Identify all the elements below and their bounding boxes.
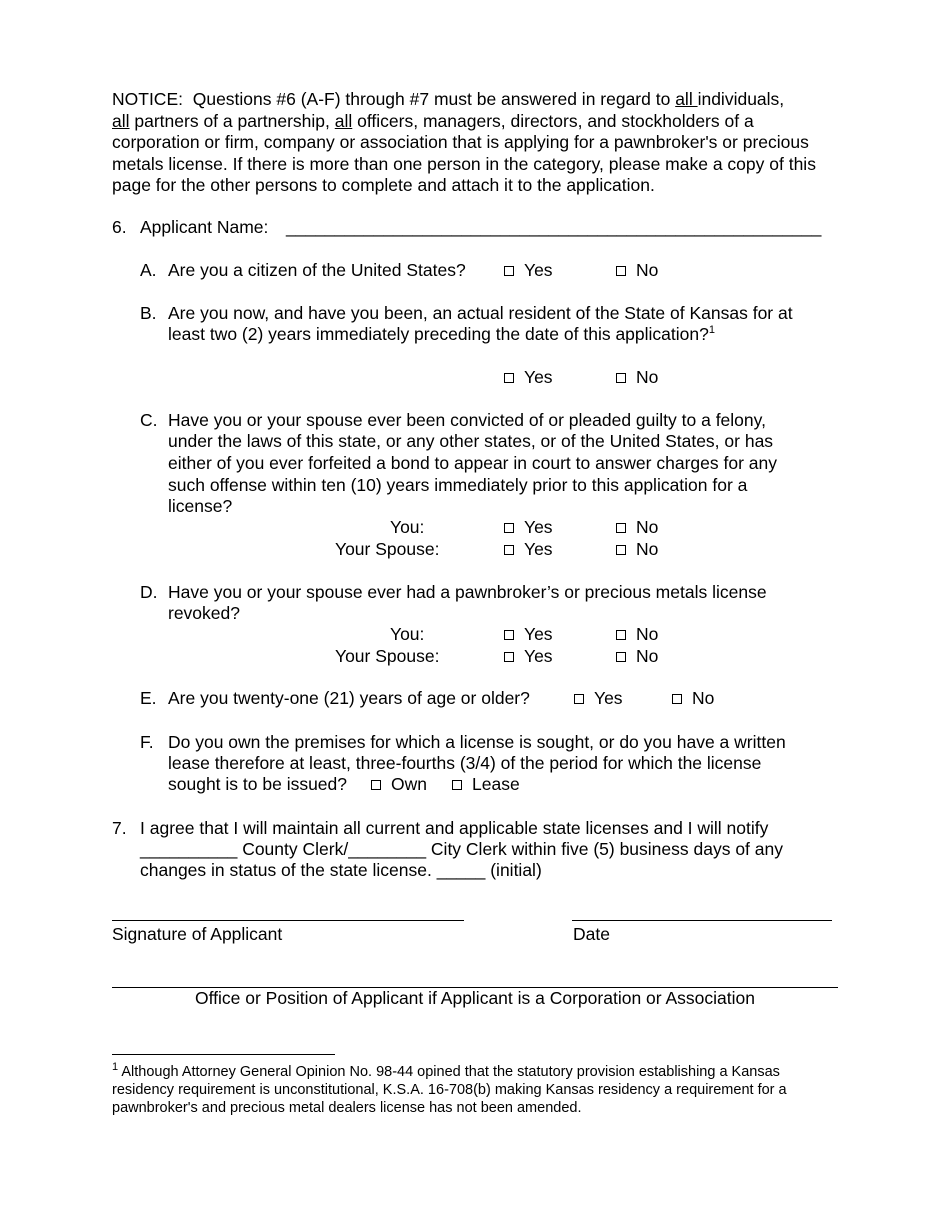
notice-text: officers, managers, directors, and stockholders of a bbox=[352, 110, 754, 131]
applicant-name-field[interactable]: _______________________________________________________ bbox=[286, 217, 822, 237]
checkbox-icon[interactable] bbox=[616, 373, 626, 383]
question-c-you-no-option[interactable] bbox=[616, 517, 658, 538]
checkbox-icon[interactable] bbox=[616, 266, 626, 276]
question-c-you-label: You: bbox=[390, 517, 425, 537]
checkbox-icon[interactable] bbox=[452, 780, 462, 790]
question-f-letter: F. bbox=[140, 732, 154, 752]
question-f-text-line2: lease therefore at least, three-fourths (3/4) of the period for which the license bbox=[168, 753, 762, 773]
question-d-spouse-no-option[interactable] bbox=[616, 646, 658, 667]
question-a-letter: A. bbox=[140, 260, 157, 280]
option-label: No bbox=[636, 539, 659, 559]
question-d-text-line2: revoked? bbox=[168, 603, 240, 623]
footnote-marker: 1 bbox=[112, 1061, 119, 1074]
checkbox-icon[interactable] bbox=[504, 545, 514, 555]
question-c-you-yes-option[interactable] bbox=[504, 517, 553, 538]
option-label: No bbox=[636, 260, 659, 280]
option-label: Yes bbox=[524, 539, 553, 559]
question-7-text-line3[interactable]: changes in status of the state license. _____ (initial) bbox=[140, 860, 542, 880]
question-c-text-line: such offense within ten (10) years immediately prior to this application for a bbox=[168, 475, 748, 495]
office-position-label: Office or Position of Applicant if Applicant is a Corporation or Association bbox=[195, 988, 755, 1008]
question-d-spouse-label: Your Spouse: bbox=[335, 646, 440, 666]
question-6-number: 6. bbox=[112, 217, 127, 237]
question-d-text-line1: Have you or your spouse ever had a pawnbroker’s or precious metals license bbox=[168, 582, 767, 602]
option-label: Yes bbox=[524, 624, 553, 644]
question-b-text-line2 bbox=[168, 324, 715, 345]
question-c-text-line: either of you ever forfeited a bond to appear in court to answer charges for any bbox=[168, 453, 777, 473]
question-7-text-line1: I agree that I will maintain all current and applicable state licenses and I will notify bbox=[140, 818, 769, 838]
notice-emphasis: all bbox=[112, 110, 130, 131]
applicant-name-label: Applicant Name: bbox=[140, 217, 269, 237]
question-e-letter: E. bbox=[140, 688, 157, 708]
checkbox-icon[interactable] bbox=[504, 652, 514, 662]
checkbox-icon[interactable] bbox=[504, 373, 514, 383]
option-label: No bbox=[636, 367, 659, 387]
signature-line[interactable] bbox=[112, 920, 464, 921]
question-b-letter: B. bbox=[140, 303, 157, 323]
option-label: Yes bbox=[524, 260, 553, 280]
question-c-spouse-yes-option[interactable] bbox=[504, 539, 553, 560]
question-d-letter: D. bbox=[140, 582, 158, 602]
question-d-spouse-yes-option[interactable] bbox=[504, 646, 553, 667]
checkbox-icon[interactable] bbox=[616, 545, 626, 555]
notice-emphasis: all bbox=[675, 89, 698, 109]
checkbox-icon[interactable] bbox=[504, 630, 514, 640]
question-e-no-option[interactable] bbox=[672, 688, 714, 709]
question-b-text: least two (2) years immediately preceding the date of this application? bbox=[168, 324, 709, 344]
question-b-text-line1: Are you now, and have you been, an actual resident of the State of Kansas for at bbox=[168, 303, 793, 323]
question-e-text: Are you twenty-one (21) years of age or older? bbox=[168, 688, 530, 708]
question-a-no-option[interactable] bbox=[616, 260, 658, 281]
notice-text: individuals, bbox=[697, 89, 785, 109]
question-c-text-line: license? bbox=[168, 496, 233, 516]
date-line[interactable] bbox=[572, 920, 832, 921]
question-a-yes-option[interactable] bbox=[504, 260, 553, 281]
question-f-own-option[interactable] bbox=[371, 774, 427, 795]
notice-emphasis: all bbox=[334, 110, 353, 131]
option-label: Yes bbox=[594, 688, 623, 708]
question-b-no-option[interactable] bbox=[616, 367, 658, 388]
checkbox-icon[interactable] bbox=[504, 266, 514, 276]
notice-text: partners of a partnership, bbox=[129, 110, 335, 131]
question-d-you-yes-option[interactable] bbox=[504, 624, 553, 645]
option-label: Yes bbox=[524, 367, 553, 387]
notice-text-rest: corporation or firm, company or association that is applying for a pawnbroker's or precious metals license. If there is more than one person in the category, please make a copy of this page for the other persons to complete and attach it to the application. bbox=[112, 132, 816, 195]
question-c-text-line: Have you or your spouse ever been convicted of or pleaded guilty to a felony, bbox=[168, 410, 766, 430]
notice-label: NOTICE: bbox=[112, 89, 183, 109]
question-f-lease-option[interactable] bbox=[452, 774, 520, 795]
checkbox-icon[interactable] bbox=[616, 652, 626, 662]
checkbox-icon[interactable] bbox=[371, 780, 381, 790]
checkbox-icon[interactable] bbox=[574, 694, 584, 704]
option-label: No bbox=[692, 688, 715, 708]
question-f-text-line3: sought is to be issued? bbox=[168, 774, 348, 794]
option-label: No bbox=[636, 517, 659, 537]
question-c-letter: C. bbox=[140, 410, 158, 430]
footnote bbox=[112, 1063, 842, 1117]
question-7-number: 7. bbox=[112, 818, 127, 838]
notice-text: Questions #6 (A-F) through #7 must be answered in regard to bbox=[192, 89, 676, 109]
checkbox-icon[interactable] bbox=[672, 694, 682, 704]
checkbox-icon[interactable] bbox=[616, 630, 626, 640]
question-c-text-line: under the laws of this state, or any other states, or of the United States, or has bbox=[168, 431, 774, 451]
footnote-text: Although Attorney General Opinion No. 98-44 opined that the statutory provision establishing a Kansas residency requirement is unconstitutional, K.S.A. 16-708(b) making Kansas residency a requirement for a pawnbroker's and precious metal dealers license has not been amended. bbox=[112, 1064, 787, 1116]
question-b-yes-option[interactable] bbox=[504, 367, 553, 388]
question-d-you-label: You: bbox=[390, 624, 425, 644]
date-label: Date bbox=[573, 924, 610, 944]
question-a-text: Are you a citizen of the United States? bbox=[168, 260, 466, 280]
checkbox-icon[interactable] bbox=[616, 523, 626, 533]
question-d-you-no-option[interactable] bbox=[616, 624, 658, 645]
question-c-spouse-no-option[interactable] bbox=[616, 539, 658, 560]
question-f-text-line1: Do you own the premises for which a license is sought, or do you have a written bbox=[168, 732, 786, 752]
question-c-spouse-label: Your Spouse: bbox=[335, 539, 440, 559]
question-7-text-line2[interactable]: __________ County Clerk/________ City Clerk within five (5) business days of any bbox=[140, 839, 783, 859]
signature-label: Signature of Applicant bbox=[112, 924, 283, 944]
option-label: No bbox=[636, 646, 659, 666]
notice-paragraph bbox=[112, 89, 842, 197]
footnote-divider bbox=[112, 1054, 335, 1055]
option-label: Lease bbox=[472, 774, 520, 794]
option-label: No bbox=[636, 624, 659, 644]
option-label: Yes bbox=[524, 517, 553, 537]
footnote-reference: 1 bbox=[708, 324, 715, 337]
checkbox-icon[interactable] bbox=[504, 523, 514, 533]
option-label: Yes bbox=[524, 646, 553, 666]
option-label: Own bbox=[391, 774, 427, 794]
question-e-yes-option[interactable] bbox=[574, 688, 623, 709]
